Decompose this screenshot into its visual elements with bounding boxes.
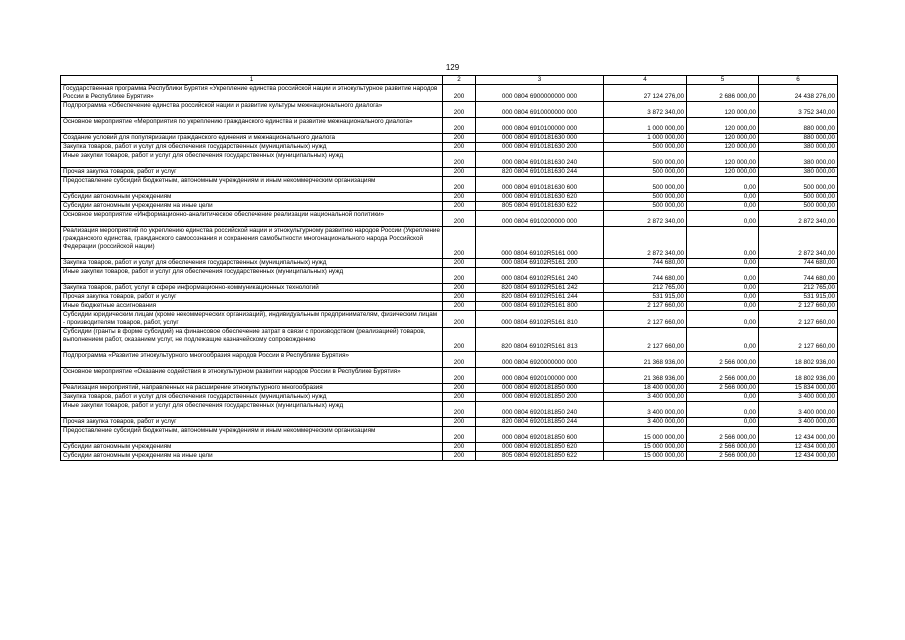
- row-name-cell: Субсидии (гранты в форме субсидий) на финансовое обеспечение затрат в связи с производством (реализацией) товаров, выполнением работ, оказанием услуг, не подлежащие казначейскому сопровождению: [61, 328, 443, 352]
- row-value6-cell: 2 872 340,00: [759, 227, 838, 259]
- row-value5-cell: 2 566 000,00: [687, 384, 759, 393]
- row-code-cell: 200: [443, 402, 476, 418]
- row-name-cell: Реализация мероприятий по укреплению единства российской нации и этнокультурному развитию народов России (Укрепление гражданского единства, гражданского самосознания и сохранения самобытности многонационального народа Российской Федерации (российской нации): [61, 227, 443, 259]
- row-value5-cell: 0,00: [687, 227, 759, 259]
- row-name-cell: Закупка товаров, работ, услуг в сфере информационно-коммуникационных технологий: [61, 284, 443, 293]
- row-value4-cell: 744 680,00: [604, 268, 687, 284]
- row-value4-cell: 500 000,00: [604, 177, 687, 193]
- row-code-cell: 200: [443, 259, 476, 268]
- row-kbk-cell: 820 0804 69102R5161 242: [476, 284, 604, 293]
- row-name-cell: Закупка товаров, работ и услуг для обеспечения государственных (муниципальных) нужд: [61, 259, 443, 268]
- row-code-cell: 200: [443, 193, 476, 202]
- row-code-cell: 200: [443, 227, 476, 259]
- row-value5-cell: 2 686 000,00: [687, 85, 759, 102]
- row-kbk-cell: 000 0804 6920100000 000: [476, 368, 604, 384]
- row-kbk-cell: 000 0804 69102R5161 240: [476, 268, 604, 284]
- row-value4-cell: 2 872 340,00: [604, 227, 687, 259]
- row-value6-cell: 12 434 000,00: [759, 452, 838, 461]
- table-row: [61, 393, 838, 402]
- row-name-cell: Субсидии автономным учреждениям: [61, 443, 443, 452]
- row-value5-cell: 0,00: [687, 302, 759, 311]
- row-value6-cell: 3 400 000,00: [759, 393, 838, 402]
- row-value6-cell: 3 400 000,00: [759, 402, 838, 418]
- row-value4-cell: 15 000 000,00: [604, 427, 687, 443]
- table-row: [61, 402, 838, 418]
- row-value6-cell: 531 915,00: [759, 293, 838, 302]
- row-value4-cell: 3 400 000,00: [604, 418, 687, 427]
- row-value5-cell: 0,00: [687, 402, 759, 418]
- row-kbk-cell: 000 0804 6920181850 240: [476, 402, 604, 418]
- row-value6-cell: 380 000,00: [759, 152, 838, 168]
- row-value6-cell: 500 000,00: [759, 177, 838, 193]
- row-kbk-cell: 000 0804 6920181850 000: [476, 384, 604, 393]
- row-value4-cell: 212 765,00: [604, 284, 687, 293]
- row-code-cell: 200: [443, 143, 476, 152]
- table-row: [61, 268, 838, 284]
- row-value5-cell: 2 566 000,00: [687, 452, 759, 461]
- row-value5-cell: 2 566 000,00: [687, 368, 759, 384]
- row-value5-cell: 0,00: [687, 268, 759, 284]
- table-row: [61, 443, 838, 452]
- row-name-cell: Государственная программа Республики Бурятия «Укрепление единства российской нации и этнокультурное развитие народов России в Республике Бурятия»: [61, 85, 443, 102]
- row-value6-cell: 744 680,00: [759, 259, 838, 268]
- row-code-cell: 200: [443, 302, 476, 311]
- row-value5-cell: 0,00: [687, 328, 759, 352]
- row-name-cell: Закупка товаров, работ и услуг для обеспечения государственных (муниципальных) нужд: [61, 143, 443, 152]
- row-value5-cell: 0,00: [687, 193, 759, 202]
- row-value5-cell: 2 566 000,00: [687, 443, 759, 452]
- row-kbk-cell: 000 0804 69102R5161 810: [476, 311, 604, 328]
- row-value4-cell: 3 400 000,00: [604, 393, 687, 402]
- table-row: [61, 293, 838, 302]
- row-name-cell: Иные закупки товаров, работ и услуг для обеспечения государственных (муниципальных) нужд: [61, 152, 443, 168]
- row-value4-cell: 2 872 340,00: [604, 211, 687, 227]
- row-value6-cell: 15 834 000,00: [759, 384, 838, 393]
- row-code-cell: 200: [443, 85, 476, 102]
- row-value5-cell: 0,00: [687, 202, 759, 211]
- table-row: [61, 143, 838, 152]
- table-row: [61, 259, 838, 268]
- row-value6-cell: 2 127 660,00: [759, 302, 838, 311]
- row-name-cell: Субсидии автономным учреждениям на иные цели: [61, 202, 443, 211]
- row-code-cell: 200: [443, 268, 476, 284]
- table-row: [61, 168, 838, 177]
- page-number: 129: [445, 63, 460, 72]
- row-code-cell: 200: [443, 118, 476, 134]
- row-value4-cell: 18 400 000,00: [604, 384, 687, 393]
- row-name-cell: Иные бюджетные ассигнования: [61, 302, 443, 311]
- row-name-cell: Субсидии автономным учреждениям на иные цели: [61, 452, 443, 461]
- table-header-row: [61, 76, 838, 85]
- row-value6-cell: 3 400 000,00: [759, 418, 838, 427]
- row-value5-cell: 0,00: [687, 311, 759, 328]
- row-value4-cell: 15 000 000,00: [604, 443, 687, 452]
- table-row: [61, 418, 838, 427]
- row-value5-cell: 2 566 000,00: [687, 352, 759, 368]
- table-row: [61, 193, 838, 202]
- row-value6-cell: 3 752 340,00: [759, 102, 838, 118]
- row-kbk-cell: 000 0804 6910181630 620: [476, 193, 604, 202]
- row-value5-cell: 0,00: [687, 259, 759, 268]
- table-row: [61, 202, 838, 211]
- row-value6-cell: 24 438 276,00: [759, 85, 838, 102]
- row-value5-cell: 120 000,00: [687, 143, 759, 152]
- row-code-cell: 200: [443, 352, 476, 368]
- row-name-cell: Основное мероприятие «Информационно-аналитическое обеспечение реализации национальной политики»: [61, 211, 443, 227]
- row-value5-cell: 0,00: [687, 293, 759, 302]
- row-name-cell: Основное мероприятие «Мероприятия по укреплению гражданского единства и развитие межнационального диалога»: [61, 118, 443, 134]
- row-name-cell: Иные закупки товаров, работ и услуг для обеспечения государственных (муниципальных) нужд: [61, 402, 443, 418]
- row-kbk-cell: 000 0804 6910000000 000: [476, 102, 604, 118]
- row-value6-cell: 500 000,00: [759, 202, 838, 211]
- row-kbk-cell: 000 0804 6910181630 240: [476, 152, 604, 168]
- row-code-cell: 200: [443, 202, 476, 211]
- row-value5-cell: 120 000,00: [687, 102, 759, 118]
- row-value4-cell: 531 915,00: [604, 293, 687, 302]
- table-row: [61, 352, 838, 368]
- row-name-cell: Закупка товаров, работ и услуг для обеспечения государственных (муниципальных) нужд: [61, 393, 443, 402]
- row-code-cell: 200: [443, 384, 476, 393]
- row-kbk-cell: 820 0804 6910181630 244: [476, 168, 604, 177]
- row-value6-cell: 2 127 660,00: [759, 311, 838, 328]
- row-name-cell: Иные закупки товаров, работ и услуг для обеспечения государственных (муниципальных) нужд: [61, 268, 443, 284]
- row-value4-cell: 21 368 936,00: [604, 352, 687, 368]
- table-row: [61, 227, 838, 259]
- row-value6-cell: 880 000,00: [759, 118, 838, 134]
- table-row: [61, 302, 838, 311]
- row-code-cell: 200: [443, 177, 476, 193]
- table-row: [61, 368, 838, 384]
- row-value6-cell: 2 127 660,00: [759, 328, 838, 352]
- column-header: 5: [687, 76, 759, 85]
- column-header: 4: [604, 76, 687, 85]
- row-value4-cell: 27 124 276,00: [604, 85, 687, 102]
- row-value6-cell: 380 000,00: [759, 168, 838, 177]
- table-row: [61, 134, 838, 143]
- row-name-cell: Основное мероприятие «Оказание содействия в этнокультурном развитии народов России в Республике Бурятия»: [61, 368, 443, 384]
- row-code-cell: 200: [443, 211, 476, 227]
- row-code-cell: 200: [443, 102, 476, 118]
- row-value5-cell: 0,00: [687, 284, 759, 293]
- column-header: 3: [476, 76, 604, 85]
- table-row: [61, 177, 838, 193]
- row-value4-cell: 500 000,00: [604, 168, 687, 177]
- row-value4-cell: 500 000,00: [604, 193, 687, 202]
- row-value6-cell: 12 434 000,00: [759, 427, 838, 443]
- column-header: 1: [61, 76, 443, 85]
- row-code-cell: 200: [443, 393, 476, 402]
- row-value6-cell: 12 434 000,00: [759, 443, 838, 452]
- row-name-cell: Предоставление субсидий бюджетным, автономным учреждениям и иным некоммерческим организациям: [61, 177, 443, 193]
- row-name-cell: Реализация мероприятий, направленных на расширение этнокультурного многообразия: [61, 384, 443, 393]
- row-code-cell: 200: [443, 152, 476, 168]
- row-value5-cell: 0,00: [687, 418, 759, 427]
- table-row: [61, 118, 838, 134]
- row-name-cell: Предоставление субсидий бюджетным, автономным учреждениям и иным некоммерческим организациям: [61, 427, 443, 443]
- row-kbk-cell: 805 0804 6920181850 622: [476, 452, 604, 461]
- row-code-cell: 200: [443, 284, 476, 293]
- row-value4-cell: 1 000 000,00: [604, 134, 687, 143]
- row-name-cell: Субсидии автономным учреждениям: [61, 193, 443, 202]
- row-value6-cell: 2 872 340,00: [759, 211, 838, 227]
- table-row: [61, 311, 838, 328]
- row-kbk-cell: 000 0804 6920181850 200: [476, 393, 604, 402]
- row-kbk-cell: 000 0804 6910200000 000: [476, 211, 604, 227]
- table-row: [61, 427, 838, 443]
- row-kbk-cell: 805 0804 6910181630 622: [476, 202, 604, 211]
- row-value4-cell: 2 127 660,00: [604, 328, 687, 352]
- row-value6-cell: 380 000,00: [759, 143, 838, 152]
- row-value4-cell: 2 127 660,00: [604, 302, 687, 311]
- row-name-cell: Создание условий для популяризации гражданского единения и межнационального диалога: [61, 134, 443, 143]
- row-value4-cell: 21 368 936,00: [604, 368, 687, 384]
- row-value4-cell: 2 127 660,00: [604, 311, 687, 328]
- row-value6-cell: 18 802 936,00: [759, 368, 838, 384]
- row-value4-cell: 3 872 340,00: [604, 102, 687, 118]
- row-code-cell: 200: [443, 443, 476, 452]
- table-row: [61, 152, 838, 168]
- row-value4-cell: 3 400 000,00: [604, 402, 687, 418]
- row-name-cell: Подпрограмма «Развитие этнокультурного многообразия народов России в Республике Бурятия»: [61, 352, 443, 368]
- row-code-cell: 200: [443, 368, 476, 384]
- row-value4-cell: 15 000 000,00: [604, 452, 687, 461]
- row-kbk-cell: 000 0804 6910100000 000: [476, 118, 604, 134]
- row-value5-cell: 0,00: [687, 177, 759, 193]
- row-kbk-cell: 820 0804 69102R5161 813: [476, 328, 604, 352]
- table-row: [61, 85, 838, 102]
- table-row: [61, 452, 838, 461]
- row-value6-cell: 500 000,00: [759, 193, 838, 202]
- row-kbk-cell: 000 0804 6920181850 600: [476, 427, 604, 443]
- column-header: 6: [759, 76, 838, 85]
- row-code-cell: 200: [443, 427, 476, 443]
- row-value6-cell: 212 765,00: [759, 284, 838, 293]
- row-kbk-cell: 000 0804 69102R5161 000: [476, 227, 604, 259]
- row-value4-cell: 500 000,00: [604, 202, 687, 211]
- row-kbk-cell: 000 0804 6910181630 200: [476, 143, 604, 152]
- row-kbk-cell: 000 0804 6920000000 000: [476, 352, 604, 368]
- row-value5-cell: 0,00: [687, 393, 759, 402]
- row-value4-cell: 500 000,00: [604, 143, 687, 152]
- row-value5-cell: 120 000,00: [687, 134, 759, 143]
- table-row: [61, 328, 838, 352]
- row-name-cell: Прочая закупка товаров, работ и услуг: [61, 293, 443, 302]
- row-kbk-cell: 820 0804 6920181850 244: [476, 418, 604, 427]
- row-value5-cell: 120 000,00: [687, 168, 759, 177]
- budget-table: [60, 75, 838, 461]
- row-kbk-cell: 000 0804 6910181630 000: [476, 134, 604, 143]
- table-row: [61, 211, 838, 227]
- row-value4-cell: 744 680,00: [604, 259, 687, 268]
- row-kbk-cell: 000 0804 6910181630 600: [476, 177, 604, 193]
- row-code-cell: 200: [443, 452, 476, 461]
- column-header: 2: [443, 76, 476, 85]
- row-name-cell: Подпрограмма «Обеспечение единства российской нации и развитие культуры межнационального диалога»: [61, 102, 443, 118]
- row-name-cell: Субсидии юридическим лицам (кроме некоммерческих организаций), индивидуальным предпринимателям, физическим лицам - производителям товаров, работ, услуг: [61, 311, 443, 328]
- row-value5-cell: 120 000,00: [687, 152, 759, 168]
- row-value4-cell: 1 000 000,00: [604, 118, 687, 134]
- row-kbk-cell: 000 0804 69102R5161 200: [476, 259, 604, 268]
- table-row: [61, 284, 838, 293]
- row-code-cell: 200: [443, 418, 476, 427]
- row-value4-cell: 500 000,00: [604, 152, 687, 168]
- row-code-cell: 200: [443, 328, 476, 352]
- row-code-cell: 200: [443, 168, 476, 177]
- row-name-cell: Прочая закупка товаров, работ и услуг: [61, 418, 443, 427]
- row-kbk-cell: 000 0804 6900000000 000: [476, 85, 604, 102]
- row-kbk-cell: 000 0804 69102R5161 800: [476, 302, 604, 311]
- row-kbk-cell: 820 0804 69102R5161 244: [476, 293, 604, 302]
- row-name-cell: Прочая закупка товаров, работ и услуг: [61, 168, 443, 177]
- row-value6-cell: 744 680,00: [759, 268, 838, 284]
- row-kbk-cell: 000 0804 6920181850 620: [476, 443, 604, 452]
- row-value5-cell: 120 000,00: [687, 118, 759, 134]
- row-value5-cell: 2 566 000,00: [687, 427, 759, 443]
- row-value6-cell: 18 802 936,00: [759, 352, 838, 368]
- row-code-cell: 200: [443, 134, 476, 143]
- row-value6-cell: 880 000,00: [759, 134, 838, 143]
- row-code-cell: 200: [443, 293, 476, 302]
- row-value5-cell: 0,00: [687, 211, 759, 227]
- row-code-cell: 200: [443, 311, 476, 328]
- table-row: [61, 384, 838, 393]
- table-row: [61, 102, 838, 118]
